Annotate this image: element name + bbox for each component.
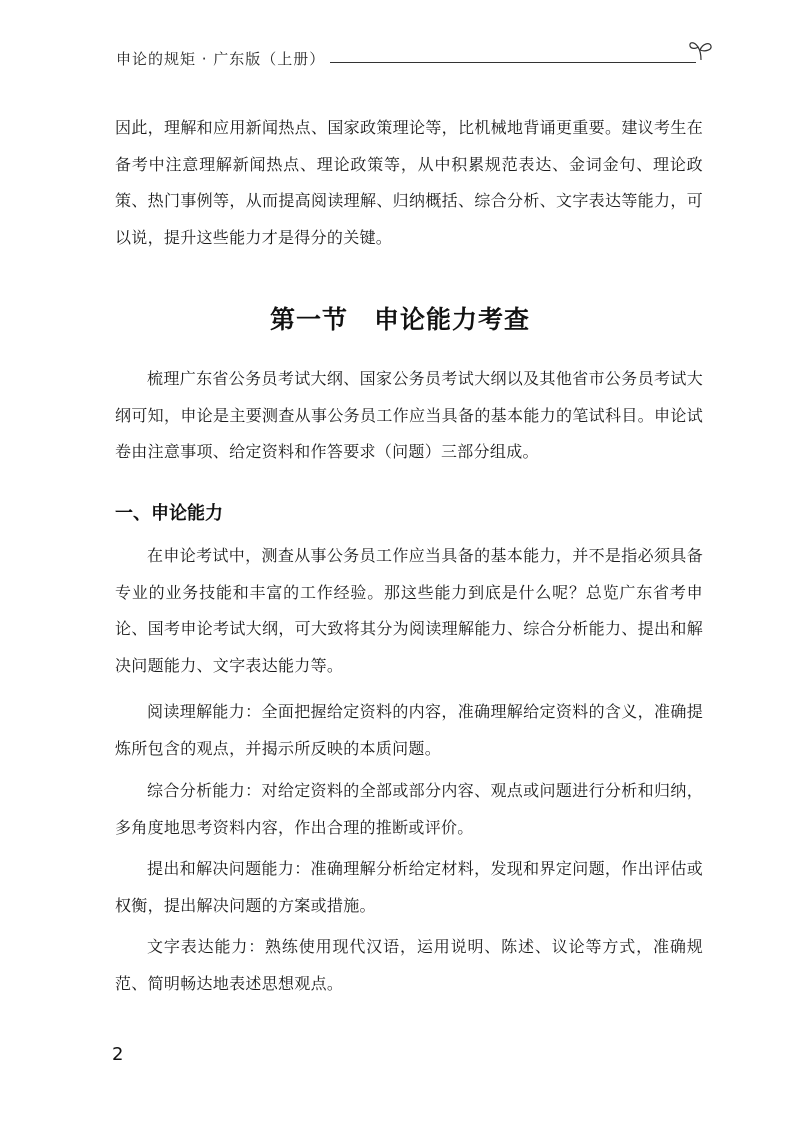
section-title: 第一节 申论能力考查 <box>269 305 530 334</box>
body-paragraph: 在申论考试中，测查从事公务员工作应当具备的基本能力，并不是指必须具备专业的业务技能和丰富的工作经验。那这些能力到底是什么呢？总览广东省考申论、国考申论考试大纲，可大致将其分为阅读理解能力、综合分析能力、提出和解决问题能力、文字表达能力等。 <box>115 546 703 676</box>
written-expression-paragraph: 文字表达能力：熟练使用现代汉语，运用说明、陈述、议论等方式，准确规范、简明畅达地表述思想观点。 <box>115 937 703 993</box>
section-intro-paragraph: 梳理广东省公务员考试大纲、国家公务员考试大纲以及其他省市公务员考试大纲可知，申论是主要测查从事公务员工作应当具备的基本能力的笔试科目。申论试卷由注意事项、给定资料和作答要求（问题）三部分组成。 <box>115 369 703 462</box>
reading-comprehension-paragraph: 阅读理解能力：全面把握给定资料的内容，准确理解给定资料的含义，准确提炼所包含的观点，并揭示所反映的本质问题。 <box>115 702 703 758</box>
header-rule <box>330 62 696 63</box>
running-header <box>116 44 714 72</box>
problem-solving-paragraph: 提出和解决问题能力：准确理解分析给定材料，发现和界定问题，作出评估或权衡，提出解决问题的方案或措施。 <box>115 859 703 915</box>
running-header-title: 申论的规矩 · 广东版（上册） <box>116 50 326 68</box>
subsection-heading: 一、申论能力 <box>115 503 223 524</box>
comprehensive-analysis-paragraph: 综合分析能力：对给定资料的全部或部分内容、观点或问题进行分析和归纳，多角度地思考资料内容，作出合理的推断或评价。 <box>115 781 703 837</box>
sprout-icon <box>688 38 714 62</box>
intro-paragraph: 因此，理解和应用新闻热点、国家政策理论等，比机械地背诵更重要。建议考生在备考中注意理解新闻热点、理论政策等，从中积累规范表达、金词金句、理论政策、热门事例等，从而提高阅读理解、归纳概括、综合分析、文字表达等能力，可以说，提升这些能力才是得分的关键。 <box>115 118 703 248</box>
page-number: 2 <box>112 1044 124 1065</box>
